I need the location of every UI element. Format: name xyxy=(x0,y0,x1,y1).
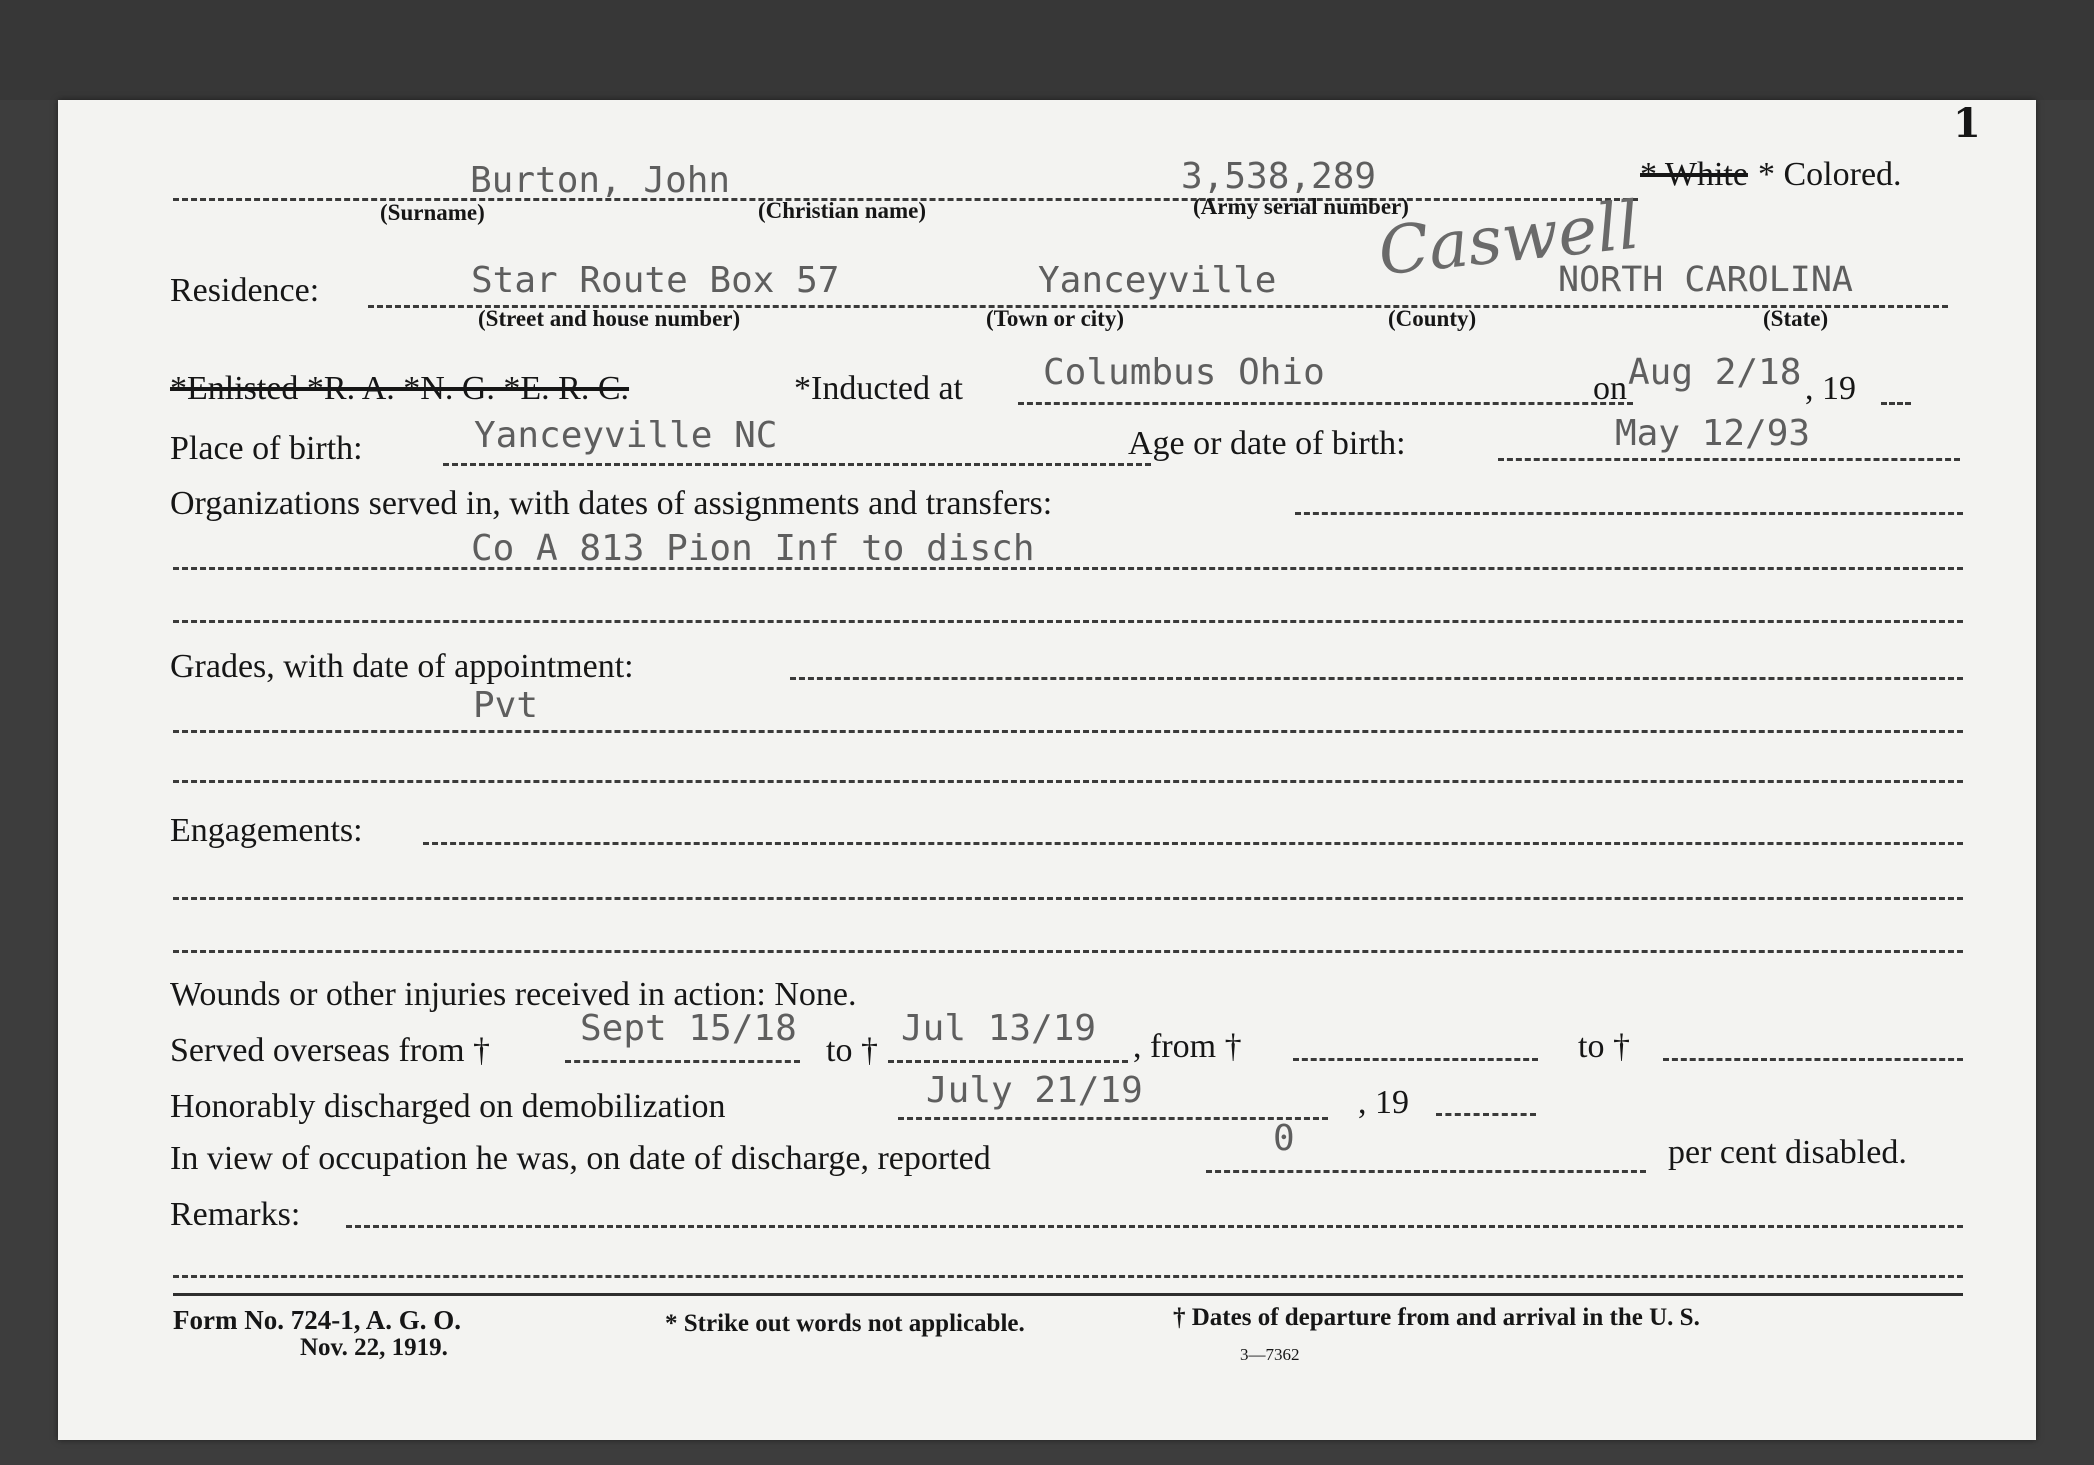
overseas-from-value: Sept 15/18 xyxy=(580,1008,797,1049)
overseas-to-value: Jul 13/19 xyxy=(901,1008,1097,1049)
disability-label: In view of occupation he was, on date of discharge, reported xyxy=(170,1140,991,1177)
street-value: Star Route Box 57 xyxy=(471,260,840,301)
inducted-date-value: Aug 2/18 xyxy=(1628,352,1802,393)
strike-note: * Strike out words not applicable. xyxy=(665,1310,1025,1337)
surname-value: Burton, John xyxy=(470,160,731,201)
discharge-label: Honorably discharged on demobilization xyxy=(170,1088,726,1125)
age-line xyxy=(1498,458,1960,461)
street-caption: (Street and house number) xyxy=(478,306,741,331)
overseas-to-line xyxy=(888,1060,1128,1063)
overseas-to2-label: to † xyxy=(1578,1028,1630,1065)
discharge-line xyxy=(898,1117,1328,1120)
state-value: NORTH CAROLINA xyxy=(1558,260,1854,300)
overseas-to-label: to † xyxy=(826,1032,878,1069)
disability-suffix: per cent disabled. xyxy=(1668,1134,1907,1171)
grades-line-1 xyxy=(790,677,1963,680)
wounds-label: Wounds or other injuries received in action: None. xyxy=(170,976,857,1013)
dates-note: † Dates of departure from and arrival in the U. S. xyxy=(1173,1304,1700,1331)
town-caption: (Town or city) xyxy=(986,306,1124,331)
discharge-year-line xyxy=(1436,1113,1536,1116)
engagements-line-3 xyxy=(173,950,1963,953)
inducted-place-value: Columbus Ohio xyxy=(1043,352,1325,393)
remarks-line-1 xyxy=(346,1225,1963,1228)
grades-line-2 xyxy=(173,730,1963,733)
service-record-card xyxy=(58,100,2036,1440)
form-date: Nov. 22, 1919. xyxy=(300,1334,448,1361)
birth-place-label: Place of birth: xyxy=(170,430,363,467)
engagements-label: Engagements: xyxy=(170,812,363,849)
organizations-label: Organizations served in, with dates of assignments and transfers: xyxy=(170,485,1053,522)
grades-value: Pvt xyxy=(473,685,539,726)
footer-rule xyxy=(173,1293,1963,1296)
remarks-label: Remarks: xyxy=(170,1196,301,1233)
county-value: Caswell xyxy=(1374,186,1643,291)
disability-value: 0 xyxy=(1273,1118,1295,1159)
organizations-line-3 xyxy=(173,620,1963,623)
engagements-line-2 xyxy=(173,897,1963,900)
inducted-line xyxy=(1018,402,1633,405)
residence-label: Residence: xyxy=(170,272,320,309)
remarks-line-2 xyxy=(173,1275,1963,1278)
serial-caption: (Army serial number) xyxy=(1193,194,1409,219)
form-number: Form No. 724-1, A. G. O. xyxy=(173,1305,461,1335)
inducted-year-label: , 19 xyxy=(1805,370,1856,407)
inducted-year-line xyxy=(1881,402,1911,405)
on-label: on xyxy=(1593,370,1627,407)
overseas-to2-line xyxy=(1663,1058,1963,1061)
county-caption: (County) xyxy=(1388,306,1477,331)
birth-place-value: Yanceyville NC xyxy=(474,415,778,456)
birth-place-line xyxy=(443,463,1151,466)
grades-label: Grades, with date of appointment: xyxy=(170,648,634,685)
age-label: Age or date of birth: xyxy=(1128,425,1406,462)
overseas-from2-label: , from † xyxy=(1133,1028,1242,1065)
town-value: Yanceyville xyxy=(1038,260,1277,301)
inducted-label: *Inducted at xyxy=(794,370,963,407)
discharge-value: July 21/19 xyxy=(926,1070,1143,1111)
grades-line-3 xyxy=(173,780,1963,783)
engagements-line-1 xyxy=(423,842,1963,845)
print-code: 3—7362 xyxy=(1240,1345,1300,1364)
organizations-line-2 xyxy=(173,567,1963,570)
overseas-from-line xyxy=(565,1060,800,1063)
white-option: * White xyxy=(1640,156,1748,193)
disability-line xyxy=(1206,1170,1646,1173)
age-value: May 12/93 xyxy=(1615,413,1811,454)
enlisted-options: *Enlisted *R. A. *N. G. *E. R. C. xyxy=(170,370,630,407)
discharge-year-label: , 19 xyxy=(1358,1084,1409,1121)
state-caption: (State) xyxy=(1763,306,1829,331)
overseas-from2-line xyxy=(1293,1058,1538,1061)
serial-value: 3,538,289 xyxy=(1181,156,1377,197)
surname-caption: (Surname) xyxy=(380,200,485,225)
christian-name-caption: (Christian name) xyxy=(758,198,927,223)
colored-option: * Colored. xyxy=(1758,156,1902,193)
organizations-value: Co A 813 Pion Inf to disch xyxy=(471,528,1035,569)
organizations-line-1 xyxy=(1295,512,1963,515)
overseas-label: Served overseas from † xyxy=(170,1032,491,1069)
card-number: 1 xyxy=(1953,100,1981,147)
scan-background xyxy=(0,0,2094,100)
